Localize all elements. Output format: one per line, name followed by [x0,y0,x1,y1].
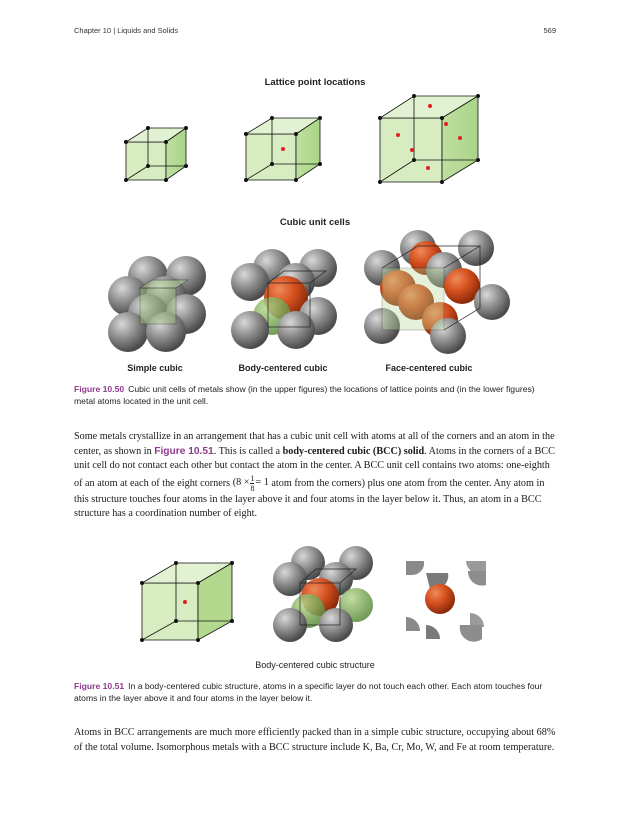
fraction-denominator: 8 [250,483,255,493]
fraction-numerator: 1 [250,473,255,483]
bcc-lattice-cube [140,561,233,641]
equation-prefix: (8 × [232,477,250,489]
running-header-chapter: Chapter 10 | Liquids and Solids [74,26,179,35]
lattice-point-cubes-diagram [100,90,500,190]
bcc-cutaway-unit-cell [406,561,486,642]
equation-suffix: = 1 [255,477,269,489]
paragraph-bcc-packing: Atoms in BCC arrangements are much more efficiently packed than in a simple cubic structure, occupying about 68% of the total volume. Isomorphous metals with a BCC structure include K, Ba, Cr, Mo, W, and Fe at room temperature. [74,727,556,753]
body-centered-lattice [244,116,321,181]
label-body-centered-cubic: Body-centered cubic [238,363,328,373]
simple-cubic-atoms [108,256,206,352]
label-simple-cubic: Simple cubic [127,363,183,373]
page-number: 569 [543,26,556,35]
paragraph-1-text-d: atom from the corners) plus one atom from the center. Any atom in this structure touches four atoms in the layer above it and four atoms in the layer below it. Thus, an atom in a BCC structure has a coordination number of eight. [74,477,545,519]
atom-packing-diagram [100,228,520,358]
face-centered-atoms [364,230,510,354]
lattice-points-title: Lattice point locations [264,77,366,88]
bcc-structure-diagram [130,545,500,645]
one-eighth-fraction [250,474,254,493]
figure-10-51-link[interactable]: Figure 10.51 [154,445,214,457]
body-centered-atoms [231,249,337,349]
label-face-centered-cubic: Face-centered cubic [385,363,473,373]
simple-cubic-lattice [124,126,187,181]
paragraph-1-text-a: Some metals crystallize in an arrangement that has a cubic unit cell with atoms at all of the corners and an atom in the center, as shown in [74,431,555,457]
corner-atom-equation [232,473,269,493]
cubic-cells-title: Cubic unit cells [279,217,351,228]
figure-10-50-caption-text: Cubic unit cells of metals show (in the upper figures) the locations of lattice points and (in the lower figures) metal atoms located in the unit cell. [74,384,535,406]
bcc-term: body-centered cubic (BCC) solid [282,445,425,457]
figure-10-50-number: Figure 10.50 [74,384,125,394]
paragraph-1-text-b: . This is called a [213,445,283,457]
bcc-atom-packing [273,546,373,642]
figure-10-51-number: Figure 10.51 [74,681,125,691]
figure-10-51-caption-text: In a body-centered cubic structure, atoms in a specific layer do not touch each other. Each atom touches four atoms in the layer above it and four atoms in the layer below it. [74,681,543,703]
bcc-structure-title: Body-centered cubic structure [255,660,375,670]
paragraph-1-text-c: . Atoms in the corners of a BCC unit cell do not contact each other but contact the atom in the center. A BCC unit cell contains two atoms: one-eighth of an atom at each of the eight corners [74,445,555,489]
figure-10-51-caption [74,680,556,704]
face-centered-lattice [378,94,479,183]
paragraph-bcc-description [74,430,558,522]
figure-10-50-caption [74,383,556,407]
